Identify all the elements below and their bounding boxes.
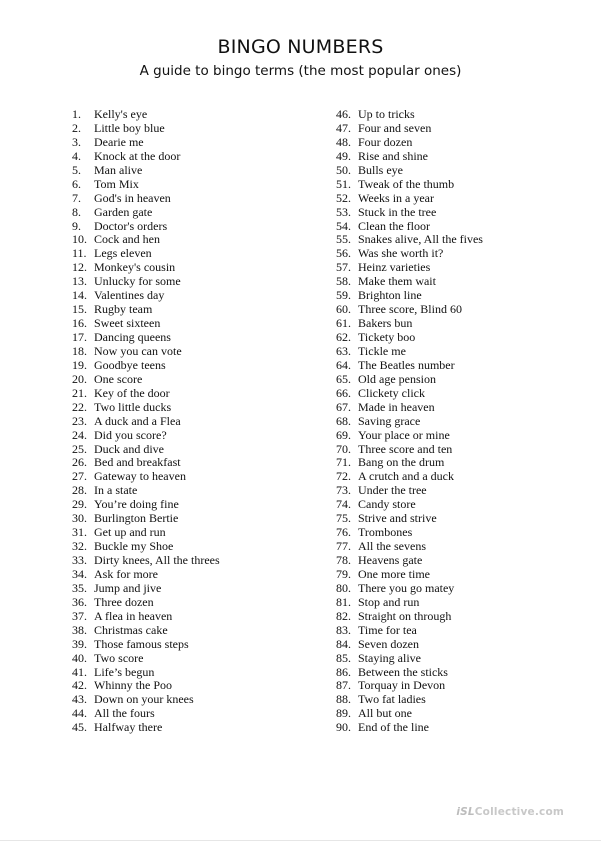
item-term: All but one <box>358 706 412 721</box>
item-term: A duck and a Flea <box>94 413 181 428</box>
item-number: 6. <box>72 176 81 191</box>
list-item <box>72 289 322 303</box>
list-item <box>336 470 586 484</box>
list-item <box>336 122 586 136</box>
item-number: 12. <box>72 260 87 275</box>
item-number: 58. <box>336 274 351 289</box>
item-term: Down on your knees <box>94 692 194 707</box>
watermark <box>456 806 564 818</box>
item-number: 68. <box>336 413 351 428</box>
item-number: 84. <box>336 636 351 651</box>
item-term: Dearie me <box>94 134 144 149</box>
item-number: 27. <box>72 469 87 484</box>
list-item <box>72 721 322 735</box>
item-number: 3. <box>72 134 81 149</box>
item-number: 73. <box>336 483 351 498</box>
item-number: 22. <box>72 399 87 414</box>
list-item <box>72 164 322 178</box>
watermark-prefix: iSL <box>456 806 475 818</box>
item-term: Three score and ten <box>358 441 453 456</box>
item-number: 88. <box>336 692 351 707</box>
item-term: Burlington Bertie <box>94 511 179 526</box>
item-number: 46. <box>336 107 351 121</box>
item-term: Duck and dive <box>94 441 164 456</box>
list-item <box>72 456 322 470</box>
item-number: 15. <box>72 302 87 317</box>
item-number: 2. <box>72 120 81 135</box>
list-item <box>72 652 322 666</box>
list-item <box>72 624 322 638</box>
item-number: 79. <box>336 566 351 581</box>
list-item <box>336 220 586 234</box>
item-number: 52. <box>336 190 351 205</box>
item-term: Stuck in the tree <box>358 204 437 219</box>
item-term: Man alive <box>94 162 143 177</box>
list-item <box>336 638 586 652</box>
list-item <box>336 289 586 303</box>
list-item <box>72 206 322 220</box>
list-item <box>336 261 586 275</box>
item-number: 41. <box>72 664 87 679</box>
list-item <box>72 359 322 373</box>
item-number: 18. <box>72 343 87 358</box>
item-term: Bed and breakfast <box>94 455 181 470</box>
item-term: All the fours <box>94 706 155 721</box>
page-title: BINGO NUMBERS <box>217 36 384 58</box>
item-term: Weeks in a year <box>358 190 434 205</box>
item-term: A crutch and a duck <box>358 469 454 484</box>
item-number: 10. <box>72 232 87 247</box>
list-item <box>336 498 586 512</box>
list-item <box>72 470 322 484</box>
list-item <box>72 303 322 317</box>
item-term: Cock and hen <box>94 232 160 247</box>
list-item <box>72 317 322 331</box>
item-term: Under the tree <box>358 483 427 498</box>
item-number: 76. <box>336 525 351 540</box>
item-term: Two score <box>94 650 144 665</box>
list-item <box>336 331 586 345</box>
list-item <box>72 331 322 345</box>
list-item <box>336 679 586 693</box>
list-item <box>72 498 322 512</box>
item-term: One more time <box>358 566 430 581</box>
item-number: 9. <box>72 218 81 233</box>
item-number: 28. <box>72 483 87 498</box>
item-term: Saving grace <box>358 413 421 428</box>
item-term: Valentines day <box>94 288 165 303</box>
item-term: Get up and run <box>94 525 166 540</box>
item-term: Between the sticks <box>358 664 448 679</box>
item-number: 56. <box>336 246 351 261</box>
item-number: 61. <box>336 316 351 331</box>
item-term: Legs eleven <box>94 246 152 261</box>
list-item <box>72 192 322 206</box>
item-number: 80. <box>336 580 351 595</box>
item-term: Strive and strive <box>358 511 437 526</box>
item-number: 25. <box>72 441 87 456</box>
item-number: 72. <box>336 469 351 484</box>
item-number: 43. <box>72 692 87 707</box>
item-number: 64. <box>336 357 351 372</box>
page-subtitle: A guide to bingo terms (the most popular ones) <box>139 63 462 79</box>
item-number: 50. <box>336 162 351 177</box>
item-number: 74. <box>336 497 351 512</box>
item-term: Old age pension <box>358 371 436 386</box>
item-term: All the sevens <box>358 539 426 554</box>
item-number: 24. <box>72 427 87 442</box>
item-term: Four dozen <box>358 134 413 149</box>
list-item <box>336 359 586 373</box>
item-term: The Beatles number <box>358 357 455 372</box>
item-term: Bakers bun <box>358 316 413 331</box>
list-item <box>72 261 322 275</box>
list-item <box>72 415 322 429</box>
item-number: 81. <box>336 594 351 609</box>
item-term: Those famous steps <box>94 636 189 651</box>
item-term: Sweet sixteen <box>94 316 161 331</box>
list-item <box>72 568 322 582</box>
list-item <box>336 275 586 289</box>
list-item <box>72 150 322 164</box>
list-item <box>72 443 322 457</box>
item-number: 49. <box>336 148 351 163</box>
item-term: Bulls eye <box>358 162 403 177</box>
item-term: Your place or mine <box>358 427 450 442</box>
item-term: Seven dozen <box>358 636 419 651</box>
list-item <box>336 415 586 429</box>
item-number: 47. <box>336 120 351 135</box>
list-item <box>72 136 322 150</box>
bingo-list-right <box>336 108 586 735</box>
item-term: Ask for more <box>94 566 158 581</box>
list-item <box>72 108 322 122</box>
item-number: 38. <box>72 622 87 637</box>
list-item <box>336 150 586 164</box>
item-number: 4. <box>72 148 81 163</box>
item-term: Tweak of the thumb <box>358 176 455 191</box>
list-item <box>336 666 586 680</box>
item-number: 13. <box>72 274 87 289</box>
list-item <box>336 512 586 526</box>
item-number: 51. <box>336 176 351 191</box>
item-number: 7. <box>72 190 81 205</box>
list-item <box>336 554 586 568</box>
item-number: 54. <box>336 218 351 233</box>
item-term: Rise and shine <box>358 148 428 163</box>
item-number: 21. <box>72 385 87 400</box>
list-item <box>336 443 586 457</box>
list-item <box>336 233 586 247</box>
item-number: 62. <box>336 330 351 344</box>
item-term: Dirty knees, All the threes <box>94 553 220 567</box>
list-item <box>72 638 322 652</box>
item-term: Whinny the Poo <box>94 678 172 693</box>
list-item <box>336 317 586 331</box>
item-number: 32. <box>72 539 87 554</box>
bottom-divider <box>0 840 601 841</box>
item-number: 11. <box>72 246 87 261</box>
item-number: 59. <box>336 288 351 303</box>
list-item <box>336 387 586 401</box>
list-item <box>336 568 586 582</box>
list-item <box>72 554 322 568</box>
item-term: You’re doing fine <box>94 497 179 512</box>
item-term: Trombones <box>358 525 413 540</box>
item-term: Tickle me <box>358 343 406 358</box>
item-term: Tickety boo <box>358 330 416 344</box>
item-number: 34. <box>72 566 87 581</box>
item-term: Did you score? <box>94 427 167 442</box>
item-term: Bang on the drum <box>358 455 445 470</box>
item-term: Buckle my Shoe <box>94 539 174 554</box>
item-number: 45. <box>72 720 87 735</box>
item-term: God's in heaven <box>94 190 171 205</box>
item-number: 48. <box>336 134 351 149</box>
item-number: 66. <box>336 385 351 400</box>
item-number: 87. <box>336 678 351 693</box>
item-number: 26. <box>72 455 87 470</box>
item-number: 42. <box>72 678 87 693</box>
list-item <box>336 429 586 443</box>
list-item <box>336 484 586 498</box>
item-term: Now you can vote <box>94 343 182 358</box>
item-term: Up to tricks <box>358 107 415 121</box>
list-item <box>336 624 586 638</box>
item-term: Life’s begun <box>94 664 155 679</box>
item-number: 35. <box>72 580 87 595</box>
item-number: 16. <box>72 316 87 331</box>
list-item <box>72 596 322 610</box>
item-term: Three score, Blind 60 <box>358 302 462 317</box>
item-term: Was she worth it? <box>358 246 444 261</box>
list-item <box>72 693 322 707</box>
item-term: In a state <box>94 483 138 498</box>
item-term: Kelly's eye <box>94 107 148 121</box>
list-item <box>72 707 322 721</box>
item-number: 78. <box>336 553 351 567</box>
item-term: Halfway there <box>94 720 163 735</box>
item-number: 33. <box>72 553 87 567</box>
item-term: End of the line <box>358 720 429 735</box>
list-item <box>72 345 322 359</box>
item-term: Heinz varieties <box>358 260 431 275</box>
item-number: 89. <box>336 706 351 721</box>
list-item <box>336 136 586 150</box>
list-item <box>72 220 322 234</box>
item-number: 36. <box>72 594 87 609</box>
list-item <box>72 122 322 136</box>
list-item <box>72 582 322 596</box>
list-item <box>336 303 586 317</box>
item-number: 67. <box>336 399 351 414</box>
list-item <box>336 707 586 721</box>
item-term: There you go matey <box>358 580 455 595</box>
list-item <box>336 192 586 206</box>
item-number: 5. <box>72 162 81 177</box>
list-item <box>72 373 322 387</box>
item-number: 82. <box>336 608 351 623</box>
item-number: 83. <box>336 622 351 637</box>
item-number: 39. <box>72 636 87 651</box>
item-term: Made in heaven <box>358 399 435 414</box>
item-number: 37. <box>72 608 87 623</box>
watermark-text: Collective.com <box>474 806 564 818</box>
list-item <box>336 247 586 261</box>
list-item <box>336 345 586 359</box>
item-number: 55. <box>336 232 351 247</box>
list-item <box>336 164 586 178</box>
list-item <box>72 401 322 415</box>
item-number: 40. <box>72 650 87 665</box>
item-term: Snakes alive, All the fives <box>358 232 483 247</box>
list-item <box>336 526 586 540</box>
item-term: Monkey's cousin <box>94 260 176 275</box>
item-number: 53. <box>336 204 351 219</box>
item-number: 60. <box>336 302 351 317</box>
list-item <box>72 387 322 401</box>
item-term: Tom Mix <box>94 176 139 191</box>
item-term: Four and seven <box>358 120 432 135</box>
item-number: 86. <box>336 664 351 679</box>
item-term: Candy store <box>358 497 416 512</box>
list-item <box>72 247 322 261</box>
item-term: Make them wait <box>358 274 436 289</box>
item-term: Time for tea <box>358 622 417 637</box>
list-item <box>72 526 322 540</box>
item-number: 23. <box>72 413 87 428</box>
item-number: 85. <box>336 650 351 665</box>
item-term: A flea in heaven <box>94 608 173 623</box>
item-term: Unlucky for some <box>94 274 181 289</box>
item-number: 14. <box>72 288 87 303</box>
list-item <box>336 206 586 220</box>
item-number: 77. <box>336 539 351 554</box>
item-term: Dancing queens <box>94 330 171 344</box>
item-term: Gateway to heaven <box>94 469 186 484</box>
list-item <box>336 373 586 387</box>
list-item <box>336 401 586 415</box>
item-term: Staying alive <box>358 650 421 665</box>
item-term: Jump and jive <box>94 580 162 595</box>
item-term: Key of the door <box>94 385 170 400</box>
list-item <box>336 178 586 192</box>
item-number: 29. <box>72 497 87 512</box>
item-number: 75. <box>336 511 351 526</box>
list-item <box>72 275 322 289</box>
list-item <box>336 596 586 610</box>
list-item <box>72 679 322 693</box>
list-item <box>72 233 322 247</box>
item-term: Clean the floor <box>358 218 430 233</box>
item-term: Doctor's orders <box>94 218 168 233</box>
list-item <box>72 512 322 526</box>
item-number: 63. <box>336 343 351 358</box>
item-term: Straight on through <box>358 608 452 623</box>
item-number: 65. <box>336 371 351 386</box>
item-number: 90. <box>336 720 351 735</box>
item-term: Heavens gate <box>358 553 423 567</box>
item-number: 57. <box>336 260 351 275</box>
list-item <box>72 484 322 498</box>
bingo-list-left <box>72 108 322 735</box>
item-term: Three dozen <box>94 594 154 609</box>
list-item <box>72 666 322 680</box>
item-number: 20. <box>72 371 87 386</box>
item-term: Torquay in Devon <box>358 678 446 693</box>
list-item <box>336 693 586 707</box>
list-item <box>336 582 586 596</box>
list-item <box>336 540 586 554</box>
item-number: 69. <box>336 427 351 442</box>
item-term: Garden gate <box>94 204 153 219</box>
item-term: Stop and run <box>358 594 420 609</box>
item-number: 1. <box>72 107 81 121</box>
item-term: Christmas cake <box>94 622 168 637</box>
item-number: 44. <box>72 706 87 721</box>
list-item <box>336 108 586 122</box>
item-term: Goodbye teens <box>94 357 166 372</box>
item-number: 31. <box>72 525 87 540</box>
item-term: One score <box>94 371 143 386</box>
item-term: Two little ducks <box>94 399 172 414</box>
item-term: Rugby team <box>94 302 153 317</box>
item-term: Knock at the door <box>94 148 181 163</box>
list-item <box>336 456 586 470</box>
item-number: 30. <box>72 511 87 526</box>
item-term: Little boy blue <box>94 120 165 135</box>
list-item <box>72 540 322 554</box>
item-term: Brighton line <box>358 288 422 303</box>
list-item <box>336 610 586 624</box>
item-number: 71. <box>336 455 351 470</box>
list-item <box>72 429 322 443</box>
item-number: 8. <box>72 204 81 219</box>
item-term: Two fat ladies <box>358 692 426 707</box>
item-term: Clickety click <box>358 385 425 400</box>
list-item <box>72 178 322 192</box>
item-number: 19. <box>72 357 87 372</box>
list-item <box>336 652 586 666</box>
list-item <box>336 721 586 735</box>
item-number: 17. <box>72 330 87 344</box>
list-item <box>72 610 322 624</box>
item-number: 70. <box>336 441 351 456</box>
